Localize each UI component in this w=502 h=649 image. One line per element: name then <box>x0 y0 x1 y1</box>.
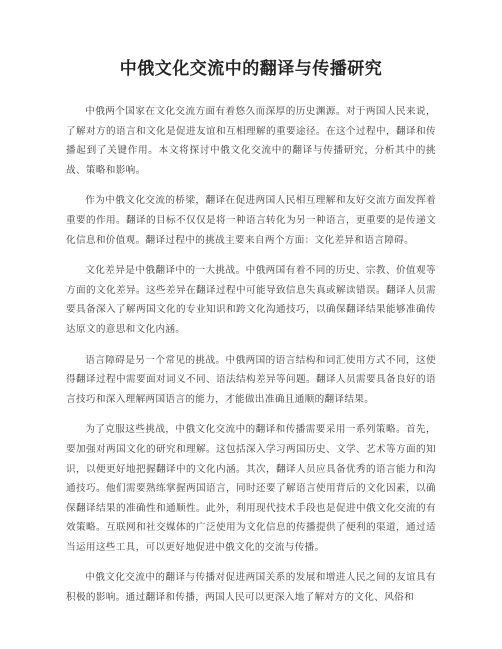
paragraph: 中俄两个国家在文化交流方面有着悠久而深厚的历史渊源。对于两国人民来说，了解对方的语言和文化是促进友谊和互相理解的重要途径。在这个过程中，翻译和传播起到了关键作用。本文将探讨中俄文化交流中的翻译与传播研究，分析其中的挑战、策略和影响。 <box>66 106 436 176</box>
paragraph: 中俄文化交流中的翻译与传播对促进两国关系的发展和增进人民之间的友谊具有积极的影响。通过翻译和传播，两国人民可以更深入地了解对方的文化、风俗和 <box>66 572 436 604</box>
document-title: 中俄文化交流中的翻译与传播研究 <box>119 59 383 79</box>
paragraph: 文化差异是中俄翻译中的一大挑战。中俄两国有着不同的历史、宗教、价值观等方面的文化差异。这些差异在翻译过程中可能导致信息失真或解读错误。翻译人员需要具备深入了解两国文化的专业知识和跨文化沟通技巧，以确保翻译结果能够准确传达原文的意思和文化内涵。 <box>66 265 436 335</box>
paragraph: 为了克服这些挑战，中俄文化交流中的翻译和传播需要采用一系列策略。首先，要加强对两国文化的研究和理解。这包括深入学习两国历史、文学、艺术等方面的知识，以便更好地把握翻译中的文化内涵。其次，翻译人员应具备优秀的语言能力和沟通技巧。他们需要熟练掌握两国语言，同时还要了解语言使用背后的文化因素，以确保翻译结果的准确性和通顺性。此外，利用现代技术手段也是促进中俄文化交流的有效策略。互联网和社交媒体的广泛使用为文化信息的传播提供了便利的渠道，通过适当运用这些工具，可以更好地促进中俄文化的交流与传播。 <box>66 424 436 553</box>
paragraph: 语言障碍是另一个常见的挑战。中俄两国的语言结构和词汇使用方式不同，这使得翻译过程中需要面对词义不同、语法结构差异等问题。翻译人员需要具备良好的语言技巧和深入理解两国语言的能力，才能做出准确且通顺的翻译结果。 <box>66 354 436 405</box>
paragraph: 作为中俄文化交流的桥梁，翻译在促进两国人民相互理解和友好交流方面发挥着重要的作用。翻译的目标不仅仅是将一种语言转化为另一种语言，更重要的是传递文化信息和价值观。翻译过程中的挑战主要来自两个方面：文化差异和语言障碍。 <box>66 195 436 246</box>
